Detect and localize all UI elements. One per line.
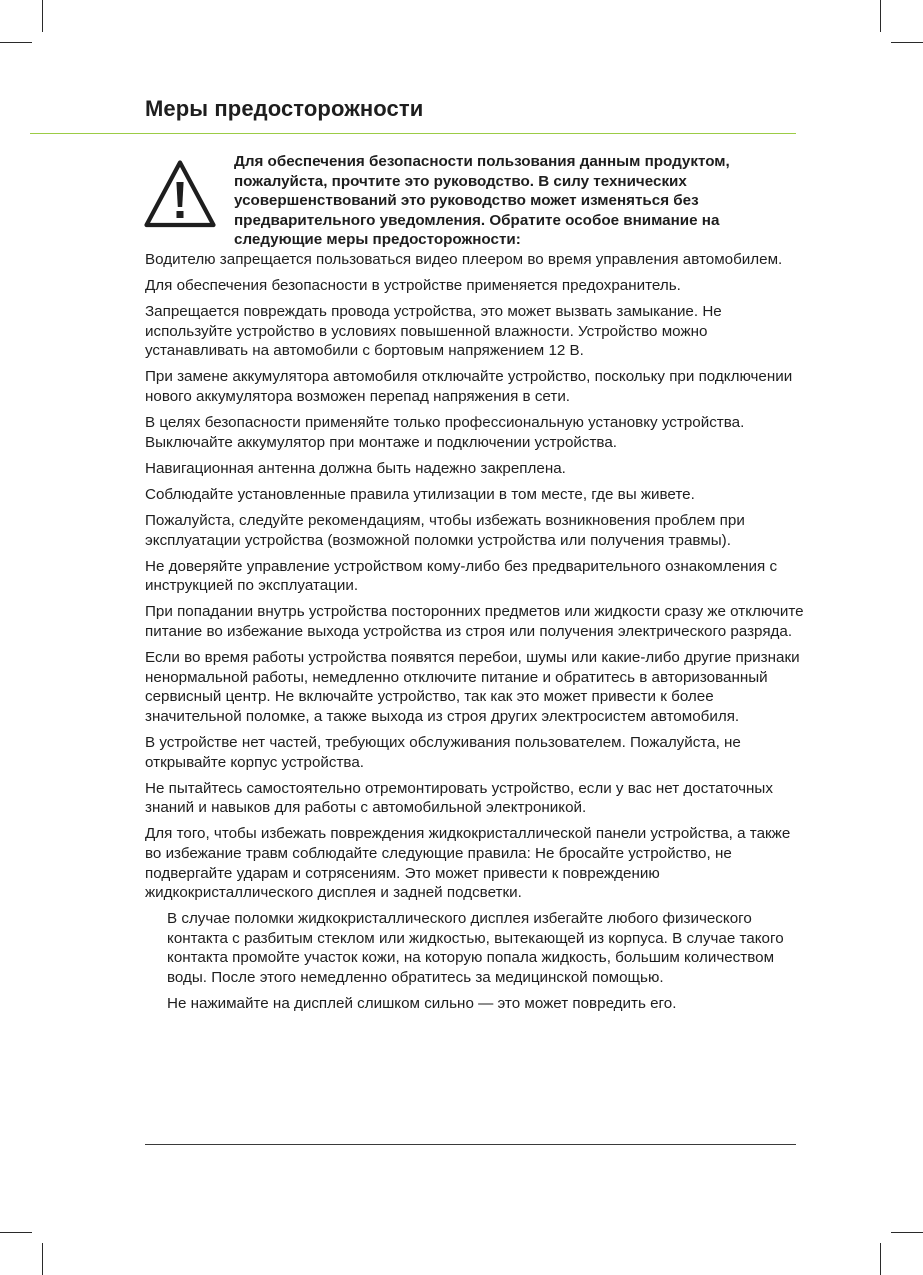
crop-mark-bottom-left-vertical (42, 1243, 43, 1275)
warning-triangle-icon (143, 159, 217, 229)
crop-mark-bottom-right-vertical (880, 1243, 881, 1275)
precaution-paragraph: Пожалуйста, следуйте рекомендациям, чтобы избежать возникновения проблем при эксплуатации устройства (возможной поломки устройства или получения травмы). (145, 512, 745, 549)
precaution-paragraph: Запрещается повреждать провода устройства, это может вызвать замыкание. Не используйте устройство в условиях повышенной влажности. Устройство можно устанавливать на автомобили с бортовым напряжением 12 В. (145, 303, 722, 360)
precaution-paragraph: Не пытайтесь самостоятельно отремонтировать устройство, если у вас нет достаточных знаний и навыков для работы с автомобильной электроникой. (145, 779, 773, 817)
page-title: Меры предосторожности (145, 96, 424, 121)
warning-notice: Для обеспечения безопасности пользования данным продуктом, пожалуйста, прочтите это руководство. В силу технических усовершенствований это руководство может изменяться без предварительного уведомления. Обратите особое внимание на следующие меры предосторожности: (234, 153, 730, 249)
precautions-list (145, 250, 805, 1020)
crop-mark-top-left-vertical (42, 0, 43, 32)
crop-mark-top-left-horizontal (0, 42, 32, 43)
crop-mark-top-right-horizontal (891, 42, 923, 43)
precaution-paragraph: Водителю запрещается пользоваться видео плеером во время управления автомобилем. (145, 251, 783, 268)
precaution-paragraph: Для того, чтобы избежать повреждения жидкокристаллической панели устройства, а также во избежание травм соблюдайте следующие правила: Не бросайте устройство, не подвергайте ударам и сотрясениям. Это может привести к повреждению жидкокристаллического дисплея и задней подсветки. (145, 825, 791, 902)
precaution-paragraph: Навигационная антенна должна быть надежно закреплена. (145, 459, 566, 477)
footer-divider (145, 1144, 796, 1145)
precaution-paragraph: Если во время работы устройства появятся перебои, шумы или какие-либо другие признаки ненормальной работы, немедленно отключите питание и обратитесь в авторизованный сервисный центр. Не включайте устройство, так как это может привести к более значительной поломке, а также выхода из строя других электросистем автомобиля. (145, 649, 800, 725)
precaution-paragraph: В целях безопасности применяйте только профессиональную установку устройства. Выключайте аккумулятор при монтаже и подключении устройства. (145, 414, 745, 451)
crop-mark-bottom-right-horizontal (891, 1232, 923, 1233)
lcd-precaution-subparagraph: Не нажимайте на дисплей слишком сильно — это может повредить его. (167, 995, 677, 1013)
lcd-precaution-subparagraph: В случае поломки жидкокристаллического дисплея избегайте любого физического контакта с разбитым стеклом или жидкостью, вытекающей из корпуса. В случае такого контакта промойте участок кожи, на которую попала жидкость, большим количеством воды. После этого немедленно обратитесь за медицинской помощью. (167, 910, 784, 986)
precaution-paragraph: Для обеспечения безопасности в устройстве применяется предохранитель. (145, 277, 681, 295)
precaution-paragraph: Соблюдайте установленные правила утилизации в том месте, где вы живете. (145, 485, 695, 503)
title-divider (30, 133, 796, 134)
precaution-paragraph: Не доверяйте управление устройством кому-либо без предварительного ознакомления с инструкцией по эксплуатации. (145, 557, 778, 595)
crop-mark-top-right-vertical (880, 0, 881, 32)
crop-mark-bottom-left-horizontal (0, 1232, 32, 1233)
precaution-paragraph: При замене аккумулятора автомобиля отключайте устройство, поскольку при подключении нового аккумулятора возможен перепад напряжения в сети. (145, 368, 793, 406)
precaution-paragraph: При попадании внутрь устройства посторонних предметов или жидкости сразу же отключите питание во избежание выхода устройства из строя или получения электрического разряда. (145, 603, 804, 640)
precaution-paragraph: В устройстве нет частей, требующих обслуживания пользователем. Пожалуйста, не открывайте корпус устройства. (145, 733, 741, 771)
